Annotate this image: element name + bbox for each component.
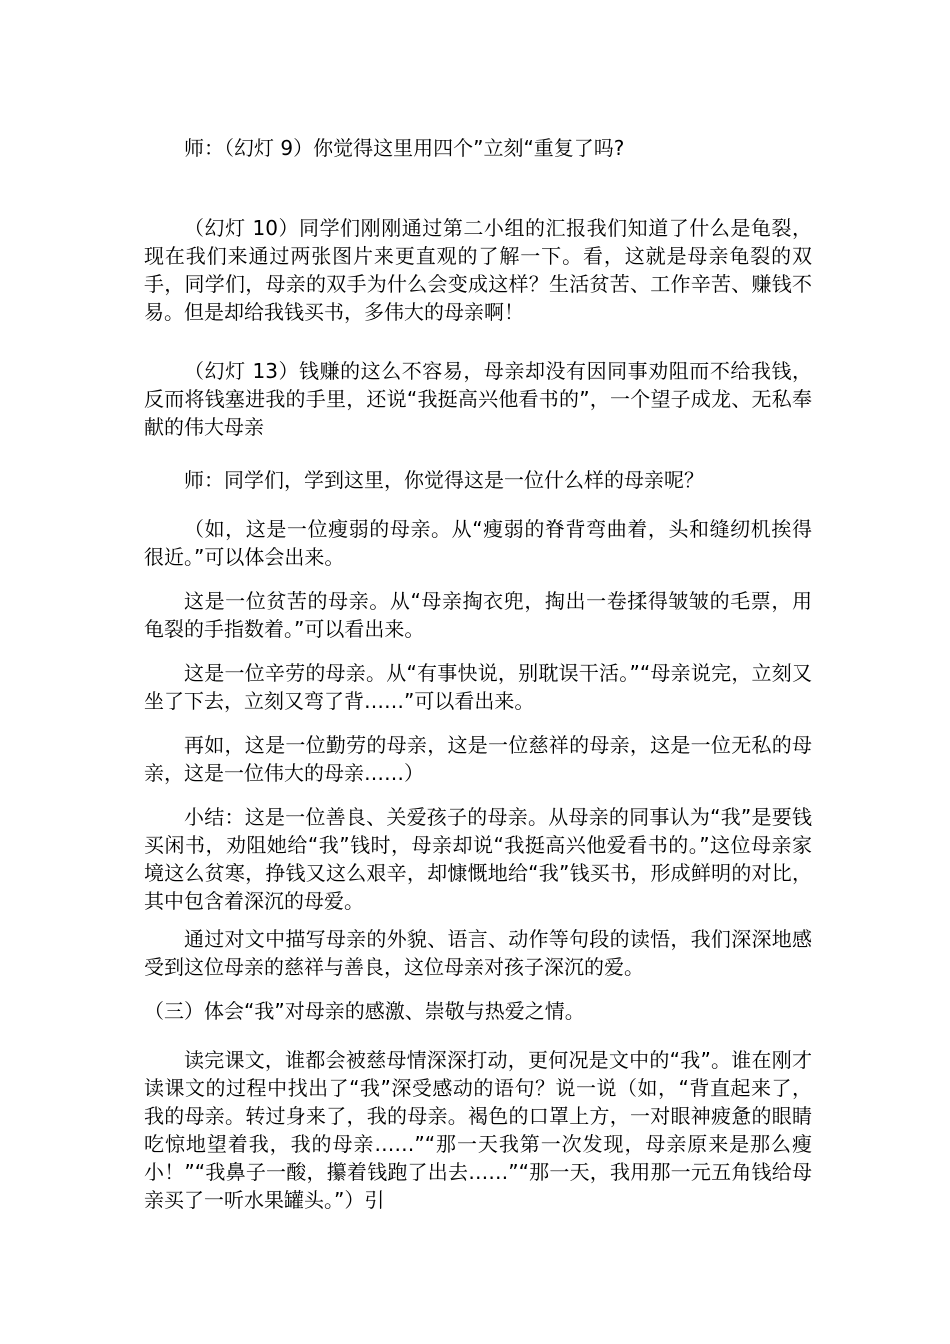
paragraph-slide-13: （幻灯 13）钱赚的这么不容易，母亲却没有因同事劝阻而不给我钱，反而将钱塞进我的手里，还说“我挺高兴他看书的”，一个望子成龙、无私奉献的伟大母亲 (144, 359, 812, 439)
paragraph-reading-reflection: 通过对文中描写母亲的外貌、语言、动作等句段的读悟，我们深深地感受到这位母亲的慈祥与善良，这位母亲对孩子深沉的爱。 (144, 927, 812, 979)
paragraph-frail-mother: （如，这是一位瘦弱的母亲。从“瘦弱的脊背弯曲着，头和缝纫机挨得很近。”可以体会出来。 (144, 517, 812, 569)
paragraph-poor-mother: 这是一位贫苦的母亲。从“母亲掏衣兜，掏出一卷揉得皱皱的毛票，用龟裂的手指数着。”可以看出来。 (144, 589, 812, 641)
paragraph-read-text-quotes: 读完课文，谁都会被慈母情深深打动，更何况是文中的“我”。谁在刚才读课文的过程中找出了“我”深受感动的语句？说一说（如，“背直起来了，我的母亲。转过身来了，我的母亲。褐色的口罩上方，一对眼神疲惫的眼睛吃惊地望着我，我的母亲……”“那一天我第一次发现，母亲原来是那么瘦小！”“我鼻子一酸，攥着钱跑了出去……”“那一天，我用那一元五角钱给母亲买了一听水果罐头。”）引 (144, 1048, 812, 1212)
paragraph-summary: 小结：这是一位善良、关爱孩子的母亲。从母亲的同事认为“我”是要钱买闲书，劝阻她给“我”钱时，母亲却说“我挺高兴他爱看书的。”这位母亲家境这么贫寒，挣钱又这么艰辛，却慷慨地给“我”钱买书，形成鲜明的对比，其中包含着深沉的母爱。 (144, 805, 812, 913)
paragraph-slide-10: （幻灯 10）同学们刚刚通过第二小组的汇报我们知道了什么是龟裂，现在我们来通过两张图片来更直观的了解一下。看，这就是母亲龟裂的双手，同学们，母亲的双手为什么会变成这样？生活贫苦、工作辛苦、赚钱不易。但是却给我钱买书，多伟大的母亲啊！ (144, 216, 812, 324)
section-heading-three: （三）体会“我”对母亲的感激、崇敬与热爱之情。 (144, 999, 585, 1023)
paragraph-teacher-question-slide-9: 师：（幻灯 9）你觉得这里用四个”立刻“重复了吗? (184, 136, 625, 160)
paragraph-teacher-question-mother: 师：同学们，学到这里，你觉得这是一位什么样的母亲呢？ (184, 468, 704, 492)
paragraph-hardworking-mother: 这是一位辛劳的母亲。从“有事快说，别耽误干活。”“母亲说完，立刻又坐了下去，立刻又弯了背……”可以看出来。 (144, 661, 812, 713)
paragraph-further-examples: 再如，这是一位勤劳的母亲，这是一位慈祥的母亲，这是一位无私的母亲，这是一位伟大的母亲……） (144, 733, 812, 785)
